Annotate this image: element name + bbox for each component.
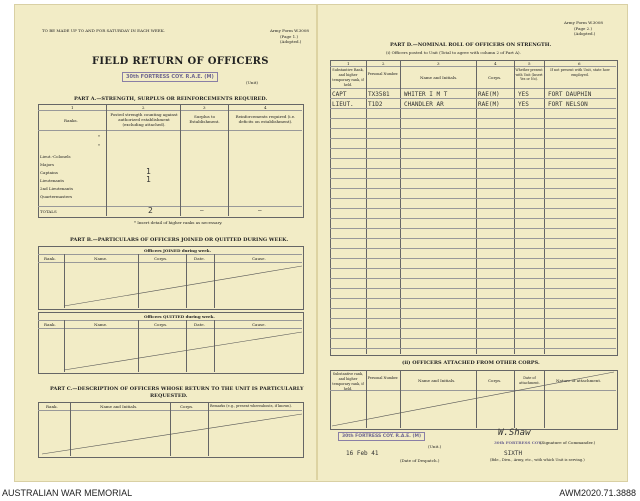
col-number: 5 bbox=[528, 61, 531, 66]
part-a-heading: PART A.—STRENGTH, SURPLUS OR REINFORCEMENTS REQUIRED. bbox=[74, 96, 268, 102]
row1-number: TX3581 bbox=[368, 91, 390, 98]
row2-rank: LIEUT. bbox=[332, 101, 354, 108]
col-header: Cause. bbox=[252, 256, 266, 261]
part-b-heading: PART B.—PARTICULARS OF OFFICERS JOINED OR QUITTED DURING WEEK. bbox=[70, 237, 289, 243]
unit-label: (Unit) bbox=[246, 80, 258, 85]
col-header: Personal Number. bbox=[367, 72, 399, 76]
footer-right: AWM2020.71.3888 bbox=[559, 488, 636, 498]
col-surplus-header: Surplus to Establishment. bbox=[189, 114, 220, 124]
form-number: Army Form W.3008 bbox=[270, 28, 309, 33]
col-header: Substantive rank, and higher temporary rank, if held. bbox=[332, 372, 364, 391]
col-header: Name. bbox=[94, 322, 108, 327]
col-header: Corps. bbox=[154, 256, 168, 261]
col-header: Personal Number. bbox=[367, 376, 399, 380]
rank-label: Quartermasters bbox=[40, 194, 73, 199]
col-header: Name and Initials. bbox=[100, 404, 138, 409]
attached-heading: (ii) OFFICERS ATTACHED FROM OTHER CORPS. bbox=[402, 360, 540, 366]
unit-label: (Unit.) bbox=[428, 444, 442, 449]
col-header: Name. bbox=[94, 256, 108, 261]
page-number: (Page 2.) bbox=[574, 26, 593, 31]
footer-left: AUSTRALIAN WAR MEMORIAL bbox=[2, 488, 133, 498]
col-posted-header: Posted strength counting against authorized establishment (excluding attached). bbox=[110, 112, 178, 127]
col-number: 6 bbox=[578, 61, 581, 66]
row2-employed: FORT NELSON bbox=[548, 101, 588, 108]
part-d-subheading: (i) Officers posted to Unit (Total to agree with column 2 of Part A). bbox=[386, 50, 521, 55]
col-header: Date of attachment. bbox=[519, 376, 540, 385]
asterisk: * bbox=[98, 134, 100, 139]
row1-rank: CAPT bbox=[332, 91, 347, 98]
col-header: Date. bbox=[194, 256, 205, 261]
left-page bbox=[14, 4, 316, 480]
rank-label: Captains bbox=[40, 170, 58, 175]
station-value: SIXTH bbox=[504, 450, 523, 457]
commander-label: (Signature of Commander.) bbox=[540, 440, 596, 445]
col-header: Cause. bbox=[252, 322, 266, 327]
col-header: Corps. bbox=[154, 322, 168, 327]
row2-name: CHANDLER AR bbox=[404, 101, 444, 108]
commander-signature: W.Shaw bbox=[498, 428, 531, 438]
asterisk: * bbox=[98, 143, 100, 148]
col-header: Remarks (e.g., present whereabouts, if known). bbox=[210, 404, 292, 408]
col-number: 4 bbox=[264, 105, 267, 110]
unit-stamp: 30th FORTRESS COY. R.A.E. (M) bbox=[338, 432, 425, 441]
despatch-date: 16 Feb 41 bbox=[346, 450, 379, 457]
col-number: 1 bbox=[347, 61, 350, 66]
col-header: Nature of attachment. bbox=[556, 378, 602, 383]
totals-label: TOTALS bbox=[40, 209, 57, 214]
col-header: Rank. bbox=[44, 322, 56, 327]
cancel-lines bbox=[318, 4, 626, 480]
right-page bbox=[318, 4, 626, 480]
row2-corps: RAE(M) bbox=[478, 101, 500, 108]
adopted-label: (Adopted.) bbox=[574, 31, 596, 36]
row1-employed: FORT DAUPHIN bbox=[548, 91, 592, 98]
col-number: 2 bbox=[382, 61, 385, 66]
row1-name: WHITER I M T bbox=[404, 91, 448, 98]
commander-stamp: 30th FORTRESS COY. bbox=[494, 440, 543, 445]
col-header: Date. bbox=[194, 322, 205, 327]
rank-label: 2nd Lieutenants bbox=[40, 186, 74, 191]
station-label: (Bde., Divn., Army, etc., with which Unit is serving.) bbox=[490, 458, 585, 462]
page-number: (Page 1.) bbox=[280, 34, 299, 39]
part-a-footnote: * Insert detail of higher ranks as necessary. bbox=[134, 220, 223, 225]
part-c-heading-cont: REQUESTED. bbox=[150, 393, 188, 399]
despatch-date-label: (Date of Despatch.) bbox=[400, 458, 440, 463]
quitted-title: Officers QUITTED during week. bbox=[144, 314, 215, 319]
part-c-heading: PART C.—DESCRIPTION OF OFFICERS WHOSE RETURN TO THE UNIT IS PARTICULARLY bbox=[50, 386, 304, 392]
form-number: Army Form W.3008 bbox=[564, 20, 603, 25]
col-header: Corps. bbox=[488, 75, 502, 80]
col-header: Substantive Rank, and higher temporary rank, if held. bbox=[332, 68, 364, 87]
rank-label: Majors bbox=[40, 162, 55, 167]
row2-present: YES bbox=[518, 101, 529, 108]
col-header: Rank. bbox=[46, 404, 58, 409]
total-value: 2 bbox=[148, 206, 153, 215]
rank-label: Lieut.-Colonels bbox=[40, 154, 71, 159]
lieutenants-value: 1 bbox=[146, 175, 151, 184]
col-header: Corps. bbox=[488, 378, 502, 383]
col-ranks-header: Ranks. bbox=[64, 118, 78, 123]
cancel-lines bbox=[14, 4, 316, 480]
col-header: Rank. bbox=[44, 256, 56, 261]
unit-stamp: 30th FORTRESS COY. R.A.E. (M) bbox=[122, 72, 218, 82]
col-header: Corps. bbox=[180, 404, 194, 409]
col-header: Whether present with Unit (Insert Yes or No). bbox=[515, 68, 543, 81]
col-number: 3 bbox=[437, 61, 440, 66]
joined-title: Officers JOINED during week. bbox=[144, 248, 211, 253]
col-header: Name and Initials. bbox=[420, 75, 458, 80]
row1-present: YES bbox=[518, 91, 529, 98]
col-reinf-header: Reinforcements required (i.e. deficits on establishment). bbox=[235, 114, 296, 124]
total-dash: — bbox=[258, 207, 262, 214]
rank-label: Lieutenants bbox=[40, 178, 65, 183]
col-number: 3 bbox=[203, 105, 206, 110]
col-header: Name and Initials. bbox=[418, 378, 456, 383]
adopted-label: (Adopted.) bbox=[280, 39, 302, 44]
col-number: 2 bbox=[142, 105, 145, 110]
total-dash: — bbox=[200, 207, 204, 214]
col-number: 1 bbox=[71, 105, 74, 110]
part-d-heading: PART D.—NOMINAL ROLL OF OFFICERS ON STRENGTH. bbox=[390, 42, 552, 48]
col-number: 4 bbox=[494, 61, 497, 66]
row2-number: T1D2 bbox=[368, 101, 383, 108]
top-note: TO BE MADE UP TO AND FOR SATURDAY IN EACH WEEK. bbox=[42, 28, 165, 33]
captains-value: 1 bbox=[146, 167, 151, 176]
row1-corps: RAE(M) bbox=[478, 91, 500, 98]
form-title: FIELD RETURN OF OFFICERS bbox=[92, 56, 269, 67]
col-header: If not present with Unit, state how employed. bbox=[550, 68, 610, 77]
